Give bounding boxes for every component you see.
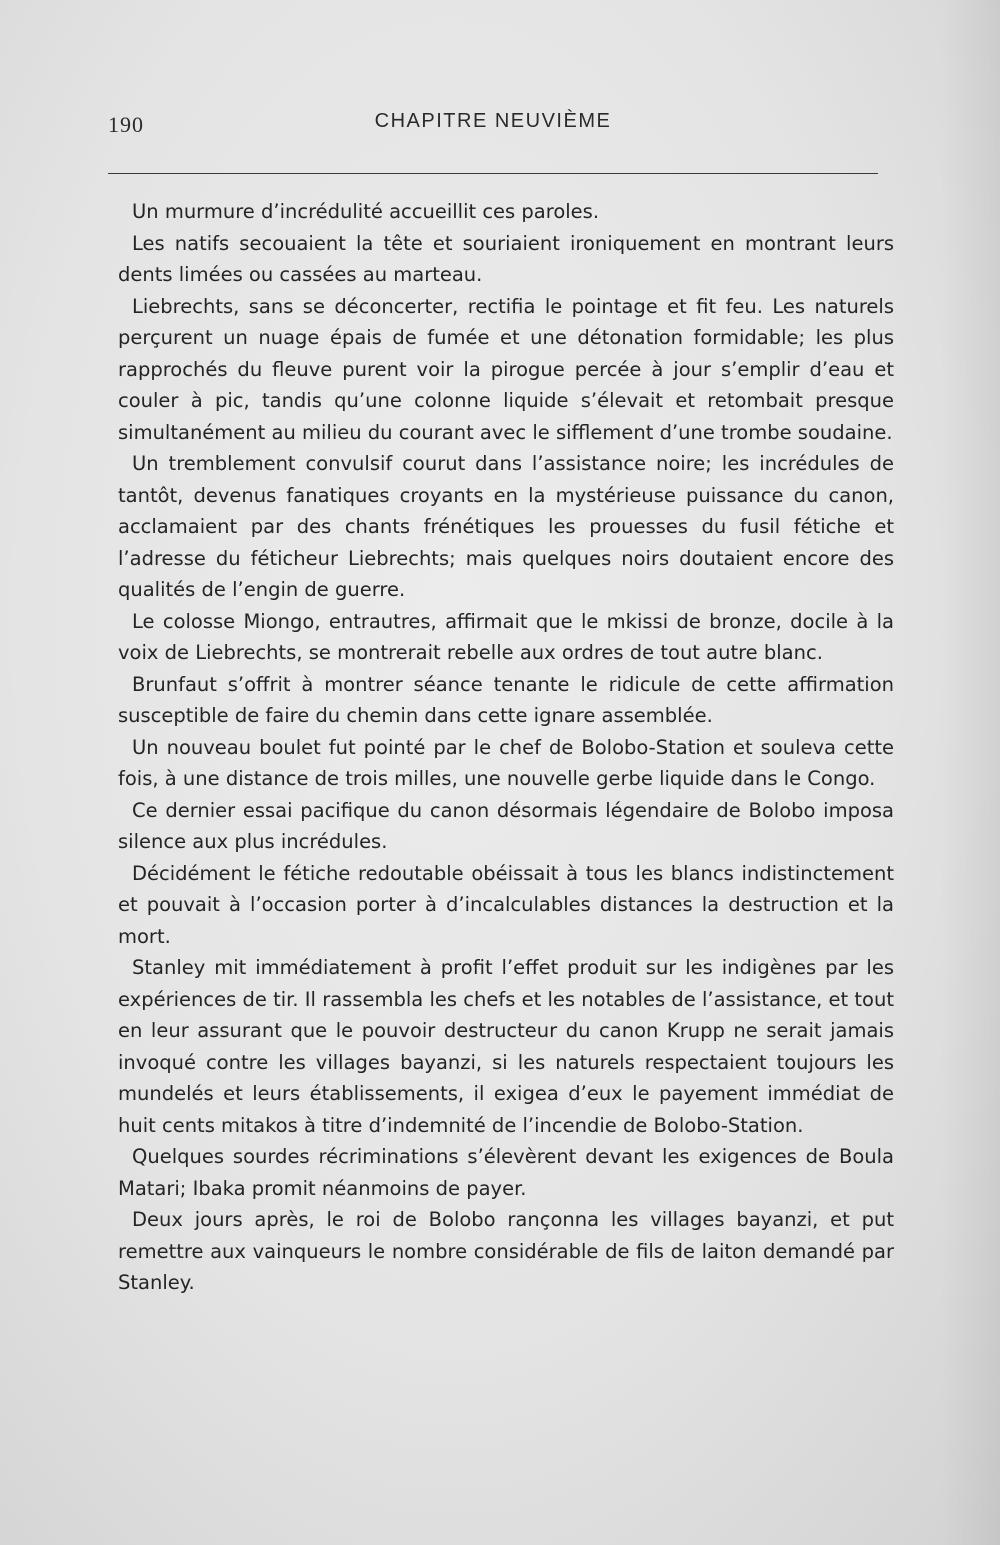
paragraph: Les natifs secouaient la tête et souriaient ironiquement en montrant leurs dents limées ou cassées au marteau. bbox=[118, 231, 894, 286]
paragraph: Ce dernier essai pacifique du canon désormais légendaire de Bolobo imposa silence aux plus incrédules. bbox=[118, 798, 894, 853]
header-rule bbox=[108, 173, 878, 174]
body-text bbox=[118, 196, 894, 1299]
paragraph: Un murmure d’incrédulité accueillit ces paroles. bbox=[132, 200, 600, 223]
paragraph: Décidément le fétiche redoutable obéissait à tous les blancs indistinctement et pouvait à l’occasion porter à d’incalculables distances la destruction et la mort. bbox=[118, 861, 894, 948]
running-title: CHAPITRE NEUVIÈME bbox=[374, 110, 612, 132]
paragraph: Le colosse Miongo, entrautres, affirmait que le mkissi de bronze, docile à la voix de Liebrechts, se montrerait rebelle aux ordres de tout autre blanc. bbox=[118, 609, 894, 664]
page-number: 190 bbox=[108, 112, 144, 137]
paragraph: Stanley mit immédiatement à profit l’effet produit sur les indigènes par les expériences de tir. Il rassembla les chefs et les notables de l’assistance, et tout en leur assurant que le pouvoir destructeur du canon Krupp ne serait jamais invoqué contre les villages bayanzi, si les naturels respectaient toujours les mundelés et leurs établissements, il exigea d’eux le payement immédiat de huit cents mitakos à titre d’indemnité de l’incendie de Bolobo-Station. bbox=[118, 956, 894, 1137]
page-header bbox=[108, 110, 878, 140]
paragraph: Un tremblement convulsif courut dans l’assistance noire; les incrédules de tantôt, devenus fanatiques croyants en la mystérieuse puissance du canon, acclamaient par des chants frénétiques les prouesses du fusil fétiche et l’adresse du féticheur Liebrechts; mais quelques noirs doutaient encore des qualités de l’engin de guerre. bbox=[118, 452, 894, 601]
paragraph: Brunfaut s’offrit à montrer séance tenante le ridicule de cette affirmation susceptible de faire du chemin dans cette ignare assemblée. bbox=[118, 672, 894, 727]
paragraph: Deux jours après, le roi de Bolobo rançonna les villages bayanzi, et put remettre aux vainqueurs le nombre considérable de fils de laiton demandé par Stanley. bbox=[118, 1208, 894, 1294]
paragraph: Liebrechts, sans se déconcerter, rectifia le pointage et fit feu. Les naturels perçurent un nuage épais de fumée et une détonation formidable; les plus rapprochés du fleuve purent voir la pirogue percée à jour s’emplir d’eau et couler à pic, tandis qu’une colonne liquide s’élevait et retombait presque simultanément au milieu du courant avec le sifflement d’une trombe soudaine. bbox=[118, 294, 894, 444]
paragraph: Quelques sourdes récriminations s’élevèrent devant les exigences de Boula Matari; Ibaka promit néanmoins de payer. bbox=[118, 1145, 894, 1200]
paragraph: Un nouveau boulet fut pointé par le chef de Bolobo-Station et souleva cette fois, à une distance de trois milles, une nouvelle gerbe liquide dans le Congo. bbox=[118, 735, 894, 790]
